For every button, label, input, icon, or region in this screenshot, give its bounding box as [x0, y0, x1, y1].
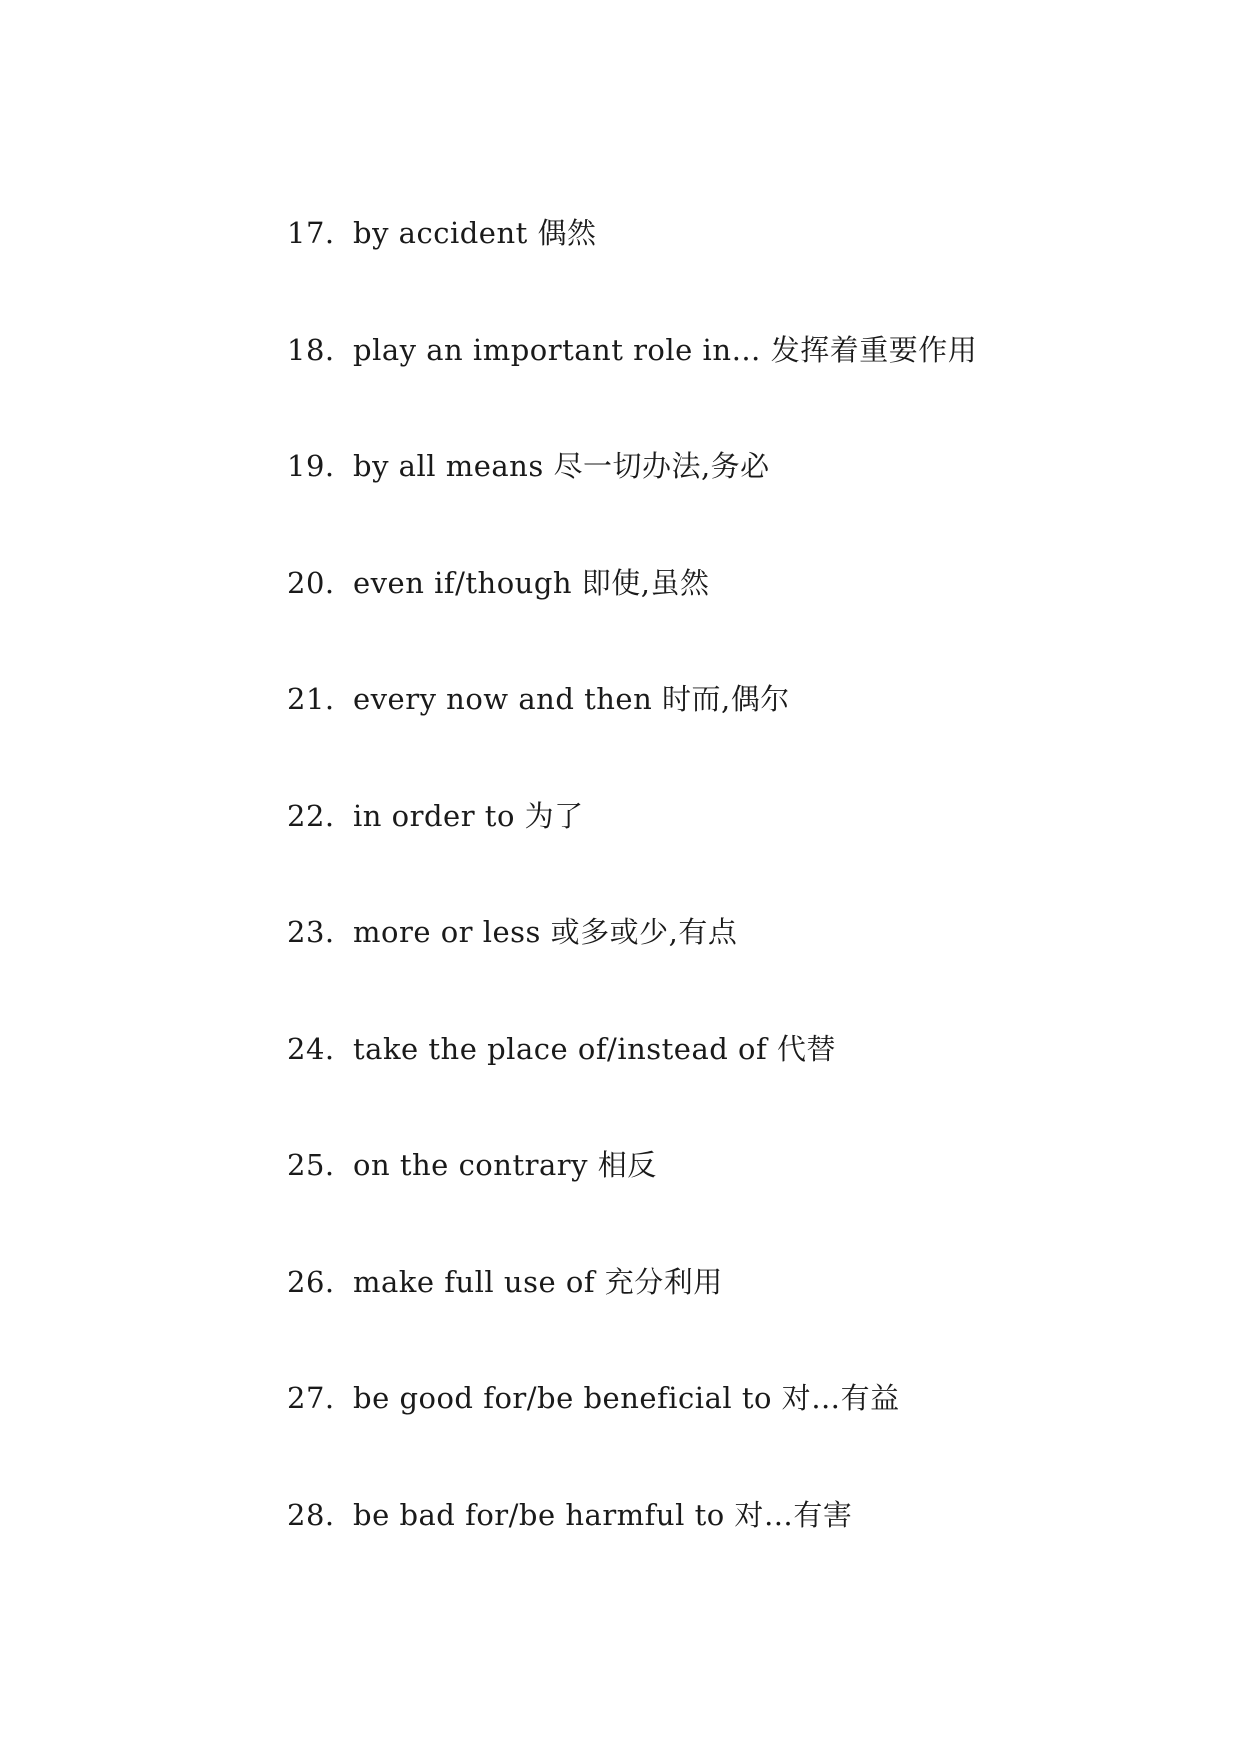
item-text: more or less 或多或少,有点: [353, 915, 738, 949]
item-number: 26.: [287, 1264, 335, 1299]
phrase-list: [287, 218, 977, 1616]
list-item: [287, 1264, 977, 1384]
item-number: 20.: [287, 565, 335, 600]
list-item: [287, 1150, 977, 1267]
item-number: 22.: [287, 798, 335, 833]
item-number: 24.: [287, 1031, 335, 1066]
item-number: 25.: [287, 1148, 335, 1182]
list-item: [287, 684, 977, 801]
list-item: [287, 1497, 977, 1617]
item-text: in order to 为了: [353, 798, 584, 833]
list-item: [287, 917, 977, 1034]
item-text: make full use of 充分利用: [353, 1264, 723, 1299]
list-item: [287, 1383, 977, 1500]
item-text: by all means 尽一切办法,务必: [353, 449, 770, 483]
item-text: every now and then 时而,偶尔: [353, 682, 790, 716]
item-text: take the place of/instead of 代替: [353, 1031, 836, 1066]
list-item: [287, 332, 978, 452]
list-item: [287, 218, 977, 335]
item-number: 23.: [287, 915, 335, 949]
item-number: 18.: [287, 332, 335, 367]
item-text: on the contrary 相反: [353, 1148, 657, 1182]
item-number: 21.: [287, 682, 335, 716]
item-number: 17.: [287, 216, 335, 250]
list-item: [287, 1031, 977, 1151]
item-text: be good for/be beneficial to 对…有益: [353, 1381, 900, 1415]
item-text: play an important role in… 发挥着重要作用: [353, 332, 978, 367]
list-item: [287, 565, 977, 685]
item-text: be bad for/be harmful to 对…有害: [353, 1497, 853, 1532]
item-number: 27.: [287, 1381, 335, 1415]
list-item: [287, 451, 977, 568]
item-number: 28.: [287, 1497, 335, 1532]
item-text: by accident 偶然: [353, 216, 597, 250]
list-item: [287, 798, 977, 918]
item-text: even if/though 即使,虽然: [353, 565, 710, 600]
item-number: 19.: [287, 449, 335, 483]
